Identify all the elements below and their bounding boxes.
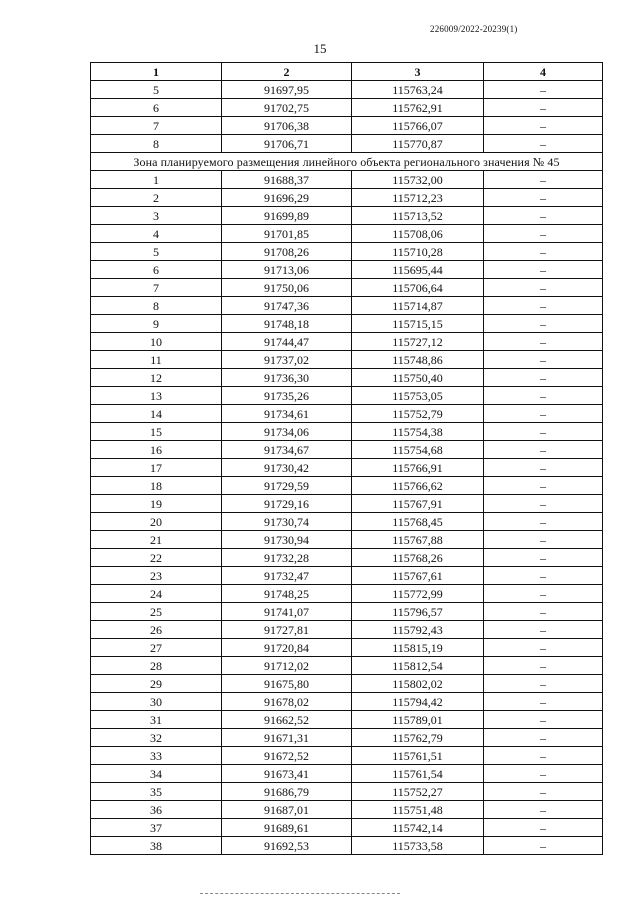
cell-point-number: 22	[91, 549, 222, 567]
cell-point-number: 6	[91, 261, 222, 279]
cell-y-coordinate: 115762,79	[352, 729, 484, 747]
cell-point-number: 29	[91, 675, 222, 693]
cell-radius: –	[484, 243, 603, 261]
cell-point-number: 13	[91, 387, 222, 405]
cell-point-number: 7	[91, 279, 222, 297]
cell-x-coordinate: 91727,81	[222, 621, 352, 639]
cell-point-number: 31	[91, 711, 222, 729]
table-row	[91, 297, 603, 315]
cell-point-number: 7	[91, 117, 222, 135]
cell-y-coordinate: 115766,91	[352, 459, 484, 477]
table-row	[91, 549, 603, 567]
cell-y-coordinate: 115753,05	[352, 387, 484, 405]
cell-y-coordinate: 115789,01	[352, 711, 484, 729]
cell-radius: –	[484, 837, 603, 855]
cell-radius: –	[484, 351, 603, 369]
cell-radius: –	[484, 297, 603, 315]
cell-x-coordinate: 91706,71	[222, 135, 352, 153]
table-row	[91, 171, 603, 189]
table-row	[91, 531, 603, 549]
cell-radius: –	[484, 261, 603, 279]
cell-y-coordinate: 115763,24	[352, 81, 484, 99]
table-row	[91, 783, 603, 801]
cell-y-coordinate: 115767,91	[352, 495, 484, 513]
cell-x-coordinate: 91702,75	[222, 99, 352, 117]
cell-point-number: 28	[91, 657, 222, 675]
cell-y-coordinate: 115748,86	[352, 351, 484, 369]
cell-y-coordinate: 115768,45	[352, 513, 484, 531]
cell-radius: –	[484, 639, 603, 657]
cell-x-coordinate: 91730,42	[222, 459, 352, 477]
cell-y-coordinate: 115796,57	[352, 603, 484, 621]
table-row	[91, 765, 603, 783]
table-header-row	[91, 63, 603, 81]
cell-point-number: 35	[91, 783, 222, 801]
cell-radius: –	[484, 315, 603, 333]
cell-y-coordinate: 115708,06	[352, 225, 484, 243]
cell-point-number: 26	[91, 621, 222, 639]
cell-point-number: 4	[91, 225, 222, 243]
cell-x-coordinate: 91732,47	[222, 567, 352, 585]
table-row	[91, 207, 603, 225]
cell-radius: –	[484, 99, 603, 117]
cell-radius: –	[484, 405, 603, 423]
table-row	[91, 639, 603, 657]
cell-y-coordinate: 115762,91	[352, 99, 484, 117]
cell-x-coordinate: 91697,95	[222, 81, 352, 99]
cell-y-coordinate: 115754,68	[352, 441, 484, 459]
table-row	[91, 711, 603, 729]
cell-x-coordinate: 91689,61	[222, 819, 352, 837]
table-row	[91, 333, 603, 351]
cell-x-coordinate: 91686,79	[222, 783, 352, 801]
cell-x-coordinate: 91688,37	[222, 171, 352, 189]
cell-x-coordinate: 91692,53	[222, 837, 352, 855]
cell-point-number: 8	[91, 135, 222, 153]
cell-point-number: 17	[91, 459, 222, 477]
cell-point-number: 36	[91, 801, 222, 819]
table-row	[91, 369, 603, 387]
cell-x-coordinate: 91737,02	[222, 351, 352, 369]
table-row	[91, 117, 603, 135]
cell-x-coordinate: 91730,94	[222, 531, 352, 549]
cell-x-coordinate: 91708,26	[222, 243, 352, 261]
cell-x-coordinate: 91734,67	[222, 441, 352, 459]
cell-radius: –	[484, 819, 603, 837]
table-row	[91, 459, 603, 477]
cell-radius: –	[484, 549, 603, 567]
cell-radius: –	[484, 729, 603, 747]
cell-y-coordinate: 115794,42	[352, 693, 484, 711]
cell-point-number: 5	[91, 81, 222, 99]
cell-y-coordinate: 115767,61	[352, 567, 484, 585]
cell-radius: –	[484, 603, 603, 621]
cell-y-coordinate: 115695,44	[352, 261, 484, 279]
document-number: 226009/2022-20239(1)	[430, 24, 518, 34]
cell-x-coordinate: 91672,52	[222, 747, 352, 765]
cell-radius: –	[484, 207, 603, 225]
cell-x-coordinate: 91729,16	[222, 495, 352, 513]
cell-radius: –	[484, 711, 603, 729]
cell-radius: –	[484, 279, 603, 297]
cell-point-number: 11	[91, 351, 222, 369]
page-number: 15	[313, 41, 327, 56]
cell-x-coordinate: 91750,06	[222, 279, 352, 297]
cell-radius: –	[484, 495, 603, 513]
cell-x-coordinate: 91675,80	[222, 675, 352, 693]
cell-y-coordinate: 115815,19	[352, 639, 484, 657]
cell-point-number: 16	[91, 441, 222, 459]
cell-point-number: 14	[91, 405, 222, 423]
cell-radius: –	[484, 423, 603, 441]
cell-x-coordinate: 91662,52	[222, 711, 352, 729]
table-row	[91, 837, 603, 855]
table-row	[91, 279, 603, 297]
column-header-x: 2	[222, 63, 352, 81]
table-row	[91, 351, 603, 369]
cell-x-coordinate: 91748,25	[222, 585, 352, 603]
column-header-radius: 4	[484, 63, 603, 81]
cell-point-number: 33	[91, 747, 222, 765]
cell-point-number: 12	[91, 369, 222, 387]
cell-radius: –	[484, 693, 603, 711]
cell-y-coordinate: 115706,64	[352, 279, 484, 297]
cell-radius: –	[484, 189, 603, 207]
cell-point-number: 32	[91, 729, 222, 747]
cell-radius: –	[484, 747, 603, 765]
cell-radius: –	[484, 513, 603, 531]
cell-point-number: 5	[91, 243, 222, 261]
cell-x-coordinate: 91734,61	[222, 405, 352, 423]
cell-point-number: 34	[91, 765, 222, 783]
cell-y-coordinate: 115772,99	[352, 585, 484, 603]
cell-radius: –	[484, 657, 603, 675]
cell-x-coordinate: 91706,38	[222, 117, 352, 135]
cell-x-coordinate: 91732,28	[222, 549, 352, 567]
cell-y-coordinate: 115767,88	[352, 531, 484, 549]
cell-point-number: 10	[91, 333, 222, 351]
cell-x-coordinate: 91734,06	[222, 423, 352, 441]
cell-y-coordinate: 115742,14	[352, 819, 484, 837]
cell-y-coordinate: 115752,79	[352, 405, 484, 423]
cell-y-coordinate: 115713,52	[352, 207, 484, 225]
cell-x-coordinate: 91729,59	[222, 477, 352, 495]
cell-point-number: 23	[91, 567, 222, 585]
cell-radius: –	[484, 387, 603, 405]
table-row	[91, 513, 603, 531]
cell-radius: –	[484, 459, 603, 477]
cell-radius: –	[484, 531, 603, 549]
cell-y-coordinate: 115766,62	[352, 477, 484, 495]
cell-y-coordinate: 115710,28	[352, 243, 484, 261]
cell-point-number: 18	[91, 477, 222, 495]
cell-y-coordinate: 115770,87	[352, 135, 484, 153]
table-row	[91, 405, 603, 423]
coordinates-table	[90, 62, 603, 855]
cell-y-coordinate: 115812,54	[352, 657, 484, 675]
cell-y-coordinate: 115754,38	[352, 423, 484, 441]
cell-point-number: 19	[91, 495, 222, 513]
table-row	[91, 81, 603, 99]
cell-point-number: 20	[91, 513, 222, 531]
cell-point-number: 37	[91, 819, 222, 837]
cell-point-number: 24	[91, 585, 222, 603]
cell-x-coordinate: 91678,02	[222, 693, 352, 711]
cell-point-number: 2	[91, 189, 222, 207]
cell-radius: –	[484, 765, 603, 783]
cell-y-coordinate: 115712,23	[352, 189, 484, 207]
cell-x-coordinate: 91748,18	[222, 315, 352, 333]
cell-x-coordinate: 91696,29	[222, 189, 352, 207]
cell-y-coordinate: 115761,51	[352, 747, 484, 765]
cell-y-coordinate: 115752,27	[352, 783, 484, 801]
table-row	[91, 657, 603, 675]
cell-radius: –	[484, 135, 603, 153]
cell-radius: –	[484, 801, 603, 819]
cell-point-number: 3	[91, 207, 222, 225]
table-row	[91, 135, 603, 153]
cell-y-coordinate: 115792,43	[352, 621, 484, 639]
table-row	[91, 693, 603, 711]
cell-point-number: 15	[91, 423, 222, 441]
table-row	[91, 477, 603, 495]
cell-x-coordinate: 91701,85	[222, 225, 352, 243]
zone-title-row	[91, 153, 603, 171]
cell-point-number: 25	[91, 603, 222, 621]
cell-x-coordinate: 91744,47	[222, 333, 352, 351]
zone-title: Зона планируемого размещения линейного объекта регионального значения № 45	[91, 153, 603, 171]
cell-x-coordinate: 91735,26	[222, 387, 352, 405]
cell-y-coordinate: 115714,87	[352, 297, 484, 315]
table-row	[91, 585, 603, 603]
table-row	[91, 567, 603, 585]
cell-x-coordinate: 91736,30	[222, 369, 352, 387]
cell-point-number: 1	[91, 171, 222, 189]
cell-radius: –	[484, 477, 603, 495]
table-row	[91, 315, 603, 333]
cell-radius: –	[484, 81, 603, 99]
cell-y-coordinate: 115732,00	[352, 171, 484, 189]
table-row	[91, 189, 603, 207]
cell-y-coordinate: 115751,48	[352, 801, 484, 819]
cell-y-coordinate: 115727,12	[352, 333, 484, 351]
table-row	[91, 495, 603, 513]
cell-x-coordinate: 91720,84	[222, 639, 352, 657]
cell-radius: –	[484, 369, 603, 387]
cell-point-number: 38	[91, 837, 222, 855]
cell-point-number: 30	[91, 693, 222, 711]
table-row	[91, 675, 603, 693]
cell-x-coordinate: 91747,36	[222, 297, 352, 315]
cell-x-coordinate: 91713,06	[222, 261, 352, 279]
table-row	[91, 621, 603, 639]
table-body-after	[91, 171, 603, 855]
cell-x-coordinate: 91730,74	[222, 513, 352, 531]
table-row	[91, 387, 603, 405]
cell-y-coordinate: 115733,58	[352, 837, 484, 855]
cell-radius: –	[484, 333, 603, 351]
table-row	[91, 441, 603, 459]
table-row	[91, 261, 603, 279]
table-row	[91, 243, 603, 261]
cell-point-number: 21	[91, 531, 222, 549]
cell-y-coordinate: 115750,40	[352, 369, 484, 387]
cell-radius: –	[484, 441, 603, 459]
cell-radius: –	[484, 675, 603, 693]
table-row	[91, 423, 603, 441]
cell-radius: –	[484, 117, 603, 135]
cell-point-number: 6	[91, 99, 222, 117]
cell-x-coordinate: 91712,02	[222, 657, 352, 675]
table-row	[91, 819, 603, 837]
cell-x-coordinate: 91741,07	[222, 603, 352, 621]
cell-x-coordinate: 91687,01	[222, 801, 352, 819]
cell-radius: –	[484, 783, 603, 801]
cell-y-coordinate: 115768,26	[352, 549, 484, 567]
column-header-y: 3	[352, 63, 484, 81]
table-row	[91, 603, 603, 621]
cell-radius: –	[484, 621, 603, 639]
cell-radius: –	[484, 171, 603, 189]
cell-radius: –	[484, 567, 603, 585]
cell-y-coordinate: 115715,15	[352, 315, 484, 333]
cell-y-coordinate: 115761,54	[352, 765, 484, 783]
table-row	[91, 729, 603, 747]
cell-point-number: 8	[91, 297, 222, 315]
cell-point-number: 9	[91, 315, 222, 333]
cell-y-coordinate: 115802,02	[352, 675, 484, 693]
footer-divider	[200, 893, 400, 894]
table-row	[91, 747, 603, 765]
cell-radius: –	[484, 585, 603, 603]
cell-point-number: 27	[91, 639, 222, 657]
table-row	[91, 801, 603, 819]
zone-section	[91, 153, 603, 171]
table-body-before	[91, 81, 603, 153]
cell-x-coordinate: 91671,31	[222, 729, 352, 747]
cell-x-coordinate: 91673,41	[222, 765, 352, 783]
column-header-point: 1	[91, 63, 222, 81]
cell-y-coordinate: 115766,07	[352, 117, 484, 135]
cell-x-coordinate: 91699,89	[222, 207, 352, 225]
table-row	[91, 225, 603, 243]
table-row	[91, 99, 603, 117]
cell-radius: –	[484, 225, 603, 243]
